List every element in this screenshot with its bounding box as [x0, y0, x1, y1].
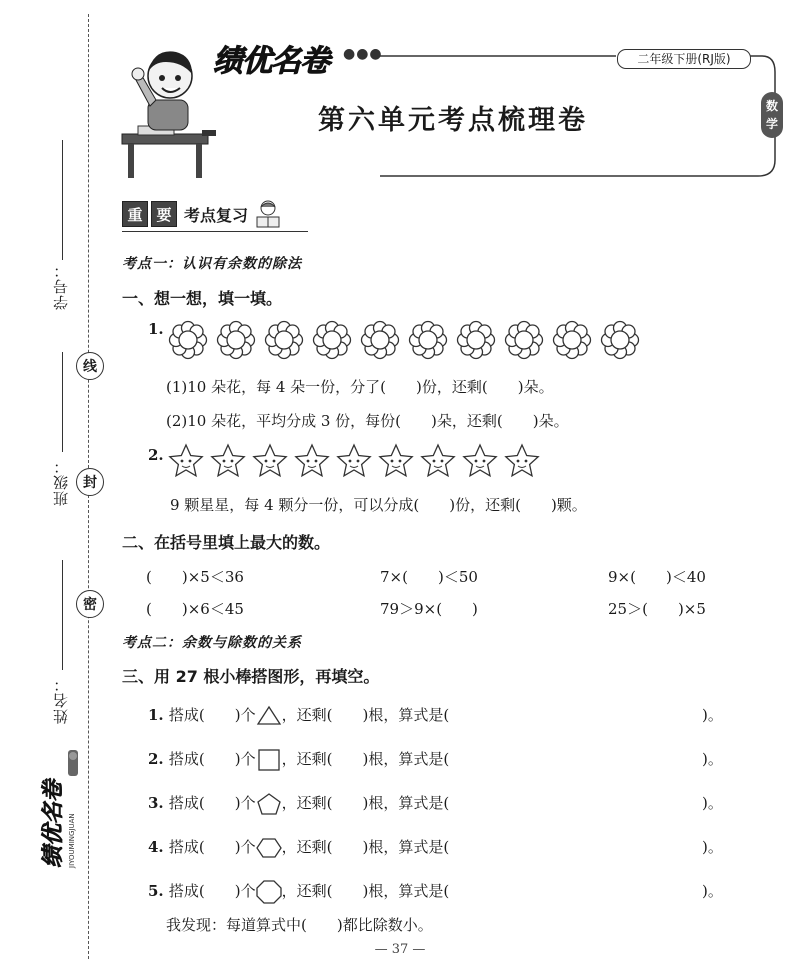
star-icon: [376, 442, 418, 480]
hexagon-shape-icon: [256, 836, 282, 860]
review-banner: [122, 200, 285, 228]
stick-question-pre: 搭成( )个: [168, 750, 256, 768]
stick-question-1: [148, 704, 449, 728]
stick-question-post: ，还剩( )根，算式是(: [281, 794, 450, 812]
svg-text:绩优名卷: 绩优名卷: [41, 779, 66, 868]
stick-question-5: [148, 880, 449, 904]
octagon-shape-icon: [256, 880, 282, 904]
banner-box-1: 重: [122, 201, 148, 227]
q1-part-2: (2)10 朵花，平均分成 3 份，每份( )朵，还剩( )朵。: [166, 412, 569, 430]
stick-question-post: ，还剩( )根，算式是(: [281, 750, 450, 768]
ineq-1-3: 9×( )＜40: [608, 568, 706, 586]
triangle-shape-icon: [256, 704, 282, 728]
name-label: 姓名：: [52, 676, 70, 724]
flower-icon: [406, 320, 454, 360]
banner-underline: [122, 231, 308, 232]
section-1-title: 一、想一想，填一填。: [122, 289, 283, 308]
stick-question-number: 2.: [148, 750, 169, 768]
stick-question-end: )。: [702, 706, 723, 724]
stick-question-pre: 搭成( )个: [168, 882, 256, 900]
stick-question-pre: 搭成( )个: [168, 794, 256, 812]
section-2-title: 二、在括号里填上最大的数。: [122, 533, 331, 552]
q1-part-1: (1)10 朵花，每 4 朵一份，分了( )份，还剩( )朵。: [166, 378, 554, 396]
finding-text: 我发现：每道算式中( )都比除数小。: [166, 916, 433, 934]
q1-number: 1.: [148, 320, 164, 338]
star-icon: [460, 442, 502, 480]
seal-feng: 封: [76, 468, 104, 496]
subject-tag: [761, 92, 783, 138]
flower-icon: [598, 320, 646, 360]
student-id-rule: [62, 140, 63, 260]
ineq-1-1: ( )×5＜36: [146, 568, 244, 586]
flower-row: [166, 320, 646, 360]
q2-text: 9 颗星星，每 4 颗分一份，可以分成( )份，还剩( )颗。: [170, 496, 587, 514]
stick-question-end: )。: [702, 750, 723, 768]
stick-question-post: ，还剩( )根，算式是(: [281, 706, 450, 724]
banner-text: 考点复习: [184, 205, 249, 225]
star-icon: [502, 442, 544, 480]
brand-dots: ●●●: [343, 46, 383, 62]
flower-icon: [166, 320, 214, 360]
seal-xian: 线: [76, 352, 104, 380]
star-icon: [292, 442, 334, 480]
stick-question-number: 1.: [148, 706, 169, 724]
ineq-1-2: 7×( )＜50: [380, 568, 478, 586]
star-row: [166, 442, 544, 480]
banner-box-2: 要: [151, 201, 177, 227]
flower-icon: [358, 320, 406, 360]
square-shape-icon: [256, 748, 282, 772]
stick-question-end: )。: [702, 882, 723, 900]
star-icon: [166, 442, 208, 480]
girl-reading-icon: [251, 199, 285, 229]
stick-question-2: [148, 748, 449, 772]
class-label: 班级：: [52, 458, 70, 506]
key-point-2-heading: 考点二：余数与除数的关系: [122, 635, 302, 651]
stick-question-end: )。: [702, 794, 723, 812]
star-icon: [334, 442, 376, 480]
ineq-2-2: 79＞9×( ): [380, 600, 478, 618]
page-number: — 37 —: [374, 942, 426, 957]
key-point-1-heading: 考点一：认识有余数的除法: [122, 256, 302, 272]
stick-question-3: [148, 792, 449, 816]
subject-char-1: 数: [765, 99, 778, 113]
flower-icon: [214, 320, 262, 360]
star-icon: [418, 442, 460, 480]
page-title: 第六单元考点梳理卷: [318, 105, 588, 136]
star-icon: [208, 442, 250, 480]
stick-question-end: )。: [702, 838, 723, 856]
svg-text:JIYOUMINGJUAN: JIYOUMINGJUAN: [68, 813, 76, 868]
name-rule: [62, 560, 63, 670]
ineq-2-1: ( )×6＜45: [146, 600, 244, 618]
student-id-label: 学号：: [52, 262, 70, 310]
brand-logo-text: 绩优名卷: [213, 44, 329, 79]
flower-icon: [262, 320, 310, 360]
pentagon-shape-icon: [256, 792, 282, 816]
subject-char-2: 学: [765, 117, 778, 131]
stick-question-4: [148, 836, 449, 860]
side-brand-logo: [38, 750, 82, 870]
star-icon: [250, 442, 292, 480]
stick-question-post: ，还剩( )根，算式是(: [281, 882, 450, 900]
flower-icon: [502, 320, 550, 360]
q2-number: 2.: [148, 446, 164, 464]
section-3-title: 三、用 27 根小棒搭图形，再填空。: [122, 667, 380, 686]
stick-question-number: 3.: [148, 794, 169, 812]
ineq-2-3: 25＞( )×5: [608, 600, 706, 618]
stick-question-number: 5.: [148, 882, 169, 900]
stick-question-number: 4.: [148, 838, 169, 856]
flower-icon: [454, 320, 502, 360]
flower-icon: [550, 320, 598, 360]
class-rule: [62, 352, 63, 452]
seal-mi: 密: [76, 590, 104, 618]
cartoon-boy-illustration: [118, 40, 218, 180]
stick-question-pre: 搭成( )个: [168, 706, 256, 724]
stick-question-post: ，还剩( )根，算式是(: [281, 838, 450, 856]
flower-icon: [310, 320, 358, 360]
grade-tag: 二年级下册(RJ版): [617, 49, 751, 69]
stick-question-pre: 搭成( )个: [168, 838, 256, 856]
